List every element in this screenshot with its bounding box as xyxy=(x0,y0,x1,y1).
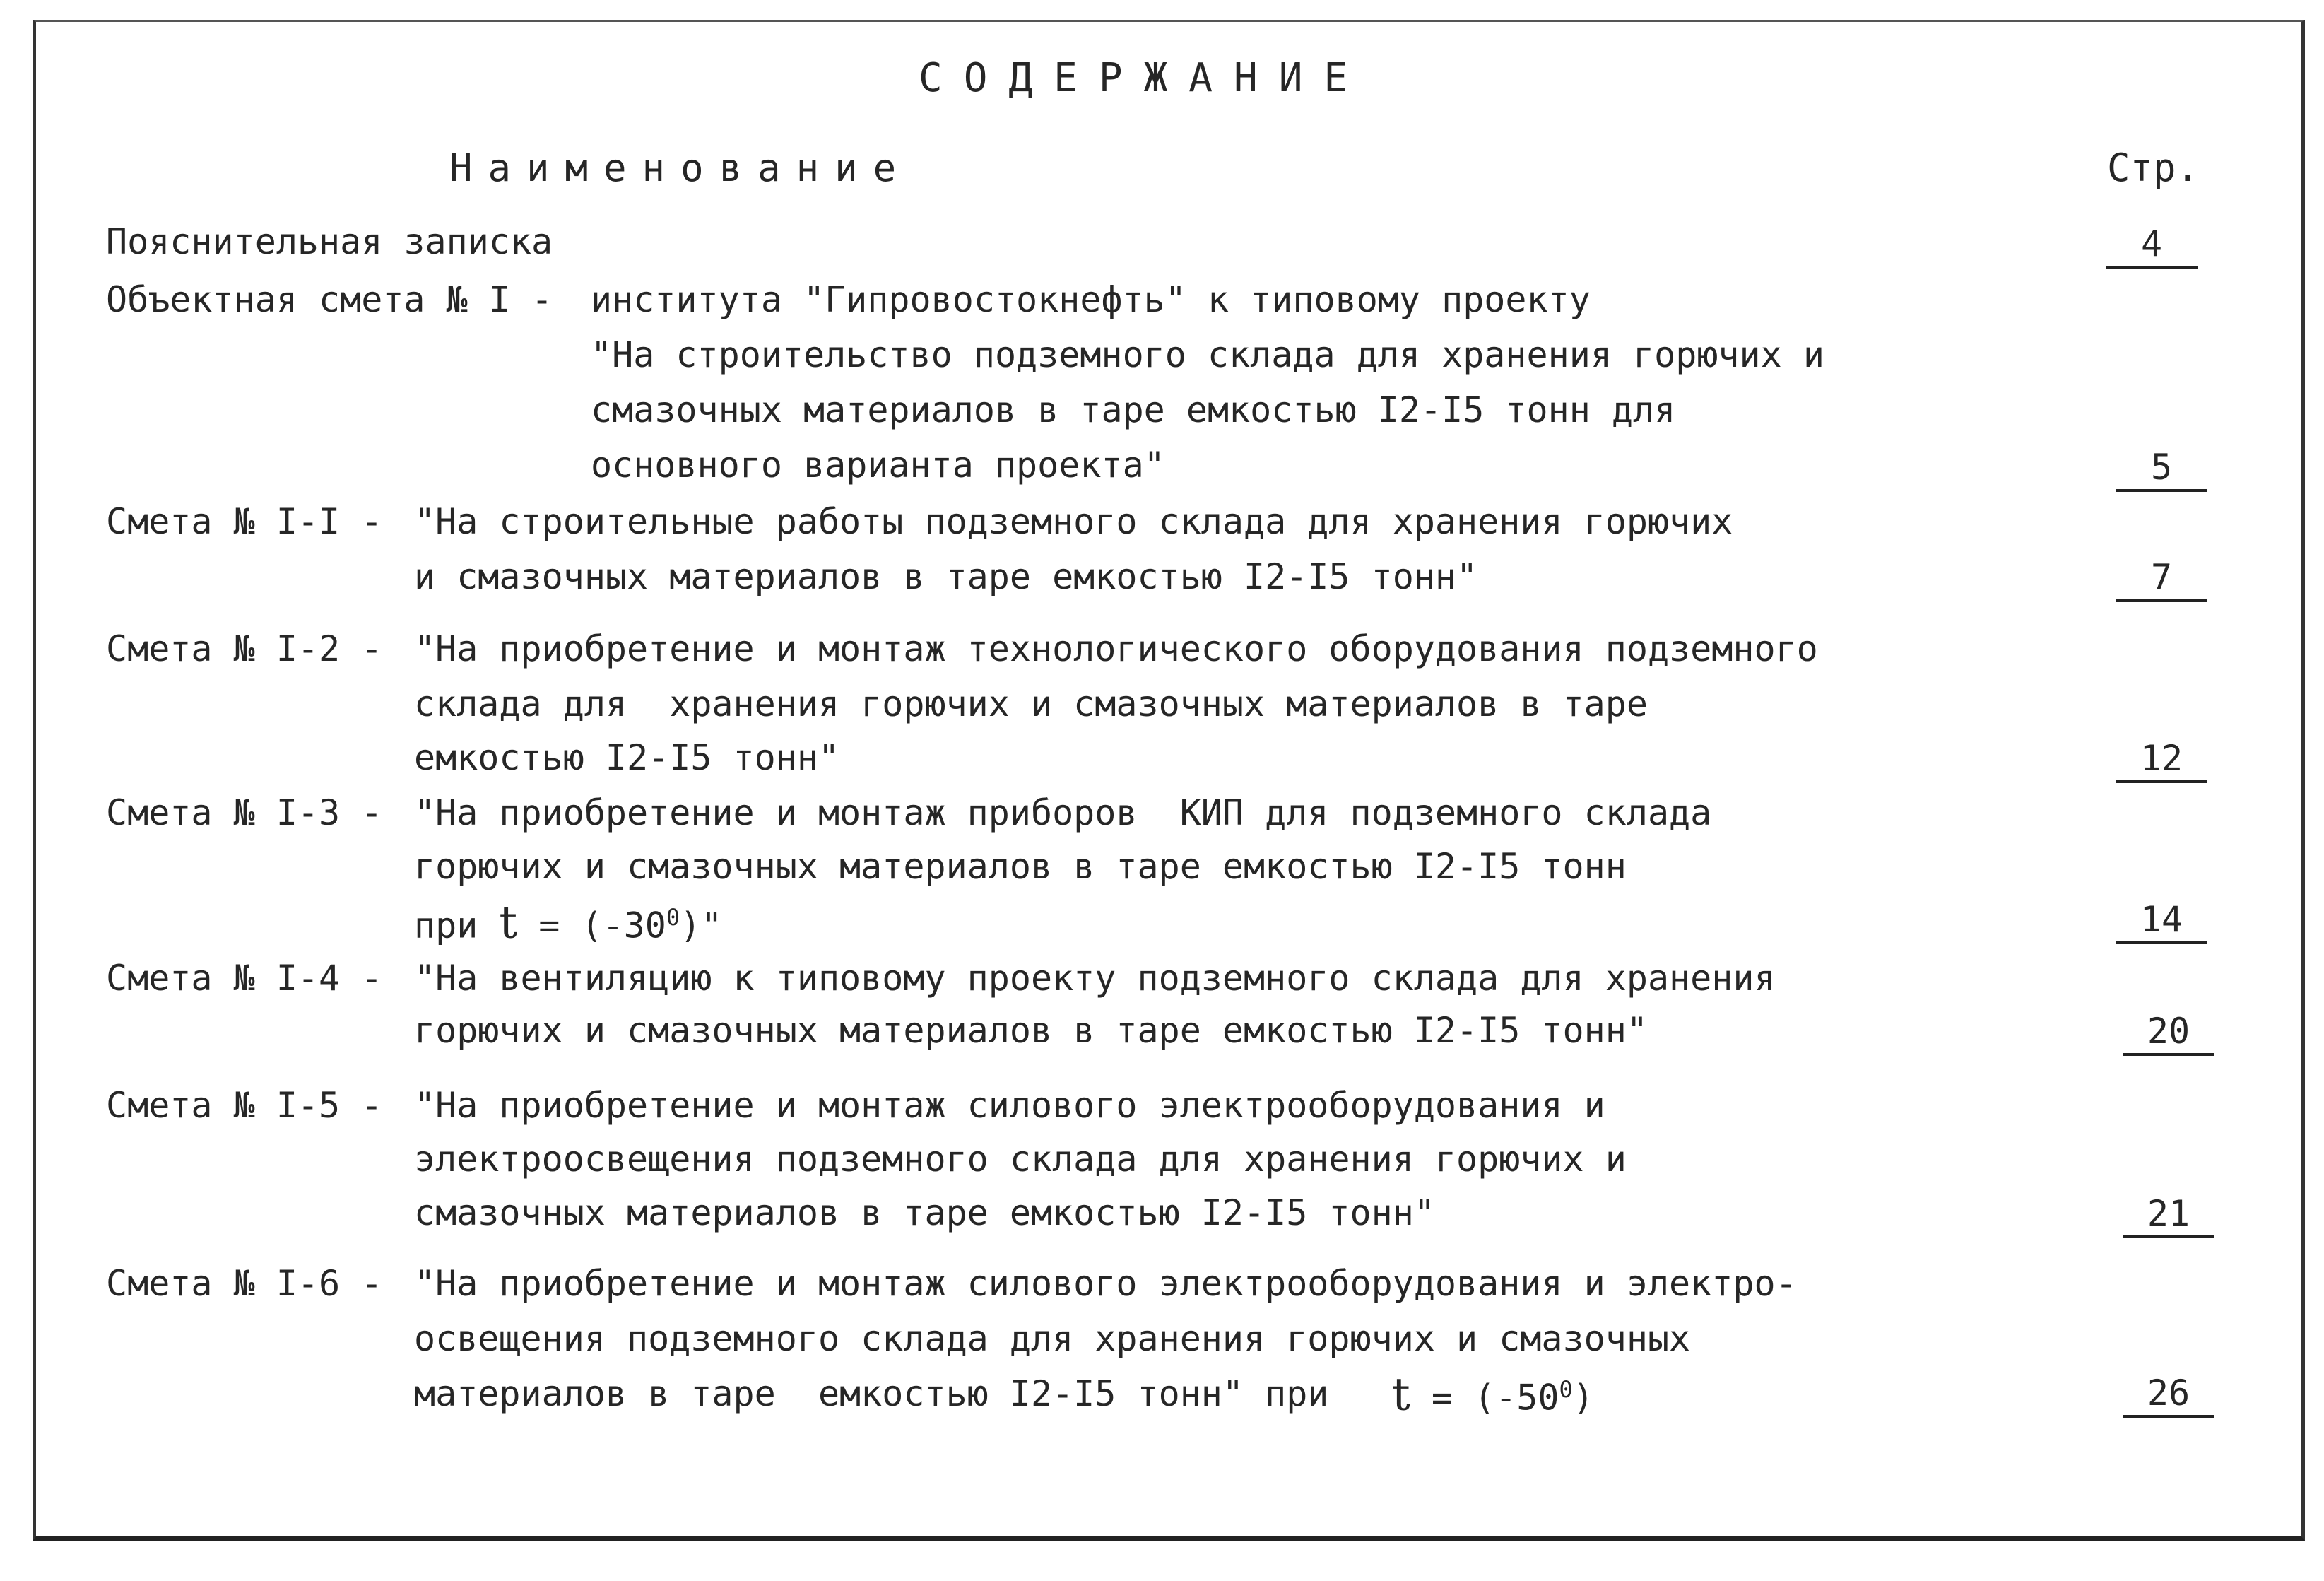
toc-page-number: 4 xyxy=(2106,225,2198,269)
toc-entry-estimate-1-3: Смета № I-3 - xyxy=(106,792,383,833)
formula-suffix: )" xyxy=(680,905,723,946)
document-title: СОДЕРЖАНИЕ xyxy=(919,55,1369,101)
toc-entry-text-line: "На строительство подземного склада для хранения горючих и xyxy=(591,334,1824,375)
toc-entry-text-line: электроосвещения подземного склада для хранения горючих и xyxy=(414,1139,1627,1180)
toc-entry-text-line: смазочных материалов в таре емкостью I2-I5 тонн" xyxy=(414,1192,1435,1233)
toc-page-number: 5 xyxy=(2116,448,2207,492)
column-header-page: Стр. xyxy=(2107,146,2200,190)
toc-entry-text-line: основного варианта проекта" xyxy=(591,445,1165,486)
degree-superscript: 0 xyxy=(1559,1376,1573,1403)
toc-entry-formula-line xyxy=(414,896,722,947)
toc-entry-text-line: горючих и смазочных материалов в таре емкостью I2-I5 тонн xyxy=(414,846,1627,887)
toc-entry-explanatory-note: Пояснительная записка xyxy=(106,221,553,262)
toc-entry-text-line: "На приобретение и монтаж приборов КИП для подземного склада xyxy=(414,792,1712,833)
toc-entry-text-line: "На вентиляцию к типовому проекту подземного склада для хранения xyxy=(414,958,1776,999)
toc-entry-text-line: "На приобретение и монтаж силового электрооборудования и xyxy=(414,1085,1605,1126)
column-header-name: Наименование xyxy=(449,146,912,190)
toc-entry-estimate-1-1: Смета № I-I - xyxy=(106,501,383,542)
toc-entry-estimate-1-5: Смета № I-5 - xyxy=(106,1085,383,1126)
toc-entry-text-line: "На строительные работы подземного склада для хранения горючих xyxy=(414,501,1733,542)
temperature-symbol: t xyxy=(1392,1368,1410,1421)
toc-entry-text-line: освещения подземного склада для хранения горючих и смазочных xyxy=(414,1318,1691,1359)
toc-page-number: 7 xyxy=(2116,558,2207,602)
toc-entry-estimate-1-6: Смета № I-6 - xyxy=(106,1263,383,1304)
formula-expression: = (-50 xyxy=(1410,1377,1559,1418)
toc-entry-text-line: и смазочных материалов в таре емкостью I2-I5 тонн" xyxy=(414,556,1478,597)
toc-entry-text-line: материалов в таре емкостью I2-I5 тонн" при xyxy=(414,1373,1329,1414)
toc-page-number: 21 xyxy=(2123,1194,2214,1238)
toc-entry-estimate-1-2: Смета № I-2 - xyxy=(106,628,383,669)
toc-page-number: 26 xyxy=(2123,1374,2214,1418)
toc-page-number: 12 xyxy=(2116,739,2207,783)
toc-entry-text-line: смазочных материалов в таре емкостью I2-I5 тонн для xyxy=(591,389,1676,430)
toc-entry-text-line: "На приобретение и монтаж силового электрооборудования и электро- xyxy=(414,1263,1797,1304)
toc-entry-text-line: "На приобретение и монтаж технологического оборудования подземного xyxy=(414,628,1818,669)
toc-entry-text-line: института "Гипровостокнефть" к типовому проекту xyxy=(591,279,1591,320)
formula-suffix: ) xyxy=(1572,1377,1594,1418)
toc-page-number: 20 xyxy=(2123,1012,2214,1056)
toc-entry-object-estimate: Объектная смета № I - xyxy=(106,279,553,320)
toc-page-number: 14 xyxy=(2116,900,2207,944)
toc-entry-estimate-1-4: Смета № I-4 - xyxy=(106,958,383,999)
toc-entry-text-line: горючих и смазочных материалов в таре емкостью I2-I5 тонн" xyxy=(414,1010,1648,1051)
formula-expression: = (-30 xyxy=(517,905,666,946)
temperature-symbol: t xyxy=(499,896,518,949)
toc-entry-text-line: склада для хранения горючих и смазочных материалов в таре xyxy=(414,683,1648,724)
toc-entry-formula-line xyxy=(1392,1368,1594,1419)
toc-entry-text-line: емкостью I2-I5 тонн" xyxy=(414,737,840,778)
degree-superscript: 0 xyxy=(666,904,680,931)
formula-prefix: при xyxy=(414,905,500,946)
